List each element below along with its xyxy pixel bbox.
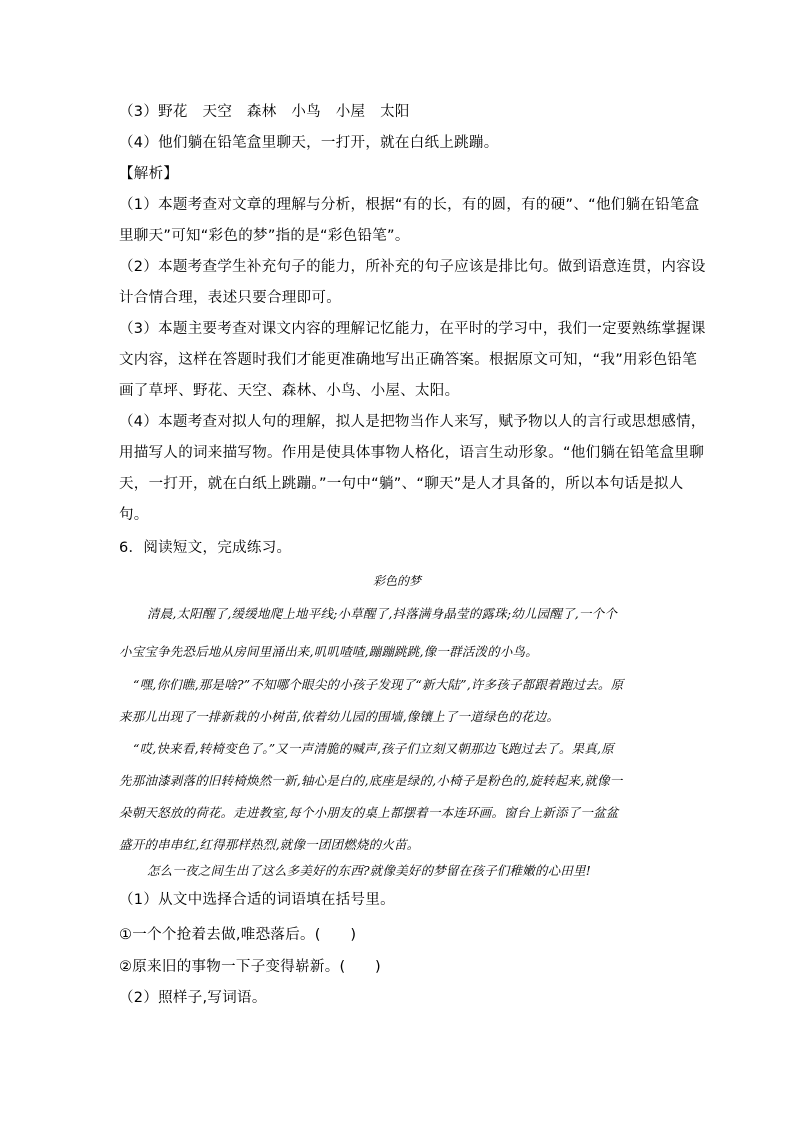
answer-3: （3）野花 天空 森林 小鸟 小屋 太阳 <box>119 104 410 120</box>
analysis-3-line-3: 画了草坪、野花、天空、森林、小鸟、小屋、太阳。 <box>119 383 460 399</box>
analysis-heading: 【解析】 <box>119 166 179 182</box>
answer-4: （4）他们躺在铅笔盒里聊天，一打开，就在白纸上跳蹦。 <box>119 135 499 151</box>
passage-line-6: 先那油漆剥落的旧转椅焕然一新,轴心是白的,底座是绿的,小椅子是粉色的,旋转起来,就像一 <box>119 773 623 788</box>
sub-question-1-item-a: ①一个个抢着去做,唯恐落后。( ) <box>119 927 357 943</box>
analysis-4-line-2: 用描写人的词来描写物。作用是使具体事物人格化，语言生动形象。“他们躺在铅笔盒里聊 <box>119 445 705 461</box>
passage-title: 彩色的梦 <box>372 574 421 588</box>
passage-line-5: “哎,快来看,转椅变色了。”又一声清脆的喊声,孩子们立刻又朝那边飞跑过去了。果真,原 <box>133 741 614 756</box>
passage-line-4: 来那儿出现了一排新栽的小树苗,依着幼儿园的围墙,像镶上了一道绿色的花边。 <box>119 709 560 724</box>
analysis-3-line-1: （3）本题主要考查对课文内容的理解记忆能力，在平时的学习中，我们一定要熟练掌握课 <box>119 321 706 337</box>
sub-question-2: （2）照样子,写词语。 <box>119 990 267 1006</box>
sub-question-1: （1）从文中选择合适的词语填在括号里。 <box>119 892 395 908</box>
passage-line-1: 清晨,太阳醒了,缓缓地爬上地平线;小草醒了,抖落满身晶莹的露珠;幼儿园醒了,一个个 <box>147 606 618 621</box>
passage-line-9: 怎么一夜之间生出了这么多美好的东西?就像美好的梦留在孩子们稚嫩的心田里! <box>147 863 591 878</box>
passage-line-7: 朵朝天怒放的荷花。走进教室,每个小朋友的桌上都摆着一本连环画。窗台上新添了一盆盆 <box>119 805 619 820</box>
sub-question-1-item-b: ②原来旧的事物一下子变得崭新。( ) <box>119 959 382 975</box>
passage-line-8: 盛开的串串红,红得那样热烈,就像一团团燃烧的火苗。 <box>119 837 420 852</box>
analysis-4-line-4: 句。 <box>119 507 149 523</box>
analysis-1-line-1: （1）本题考查对文章的理解与分析，根据“有的长，有的圆，有的硬”、“他们躺在铅笔盒 <box>119 197 700 213</box>
passage-line-2: 小宝宝争先恐后地从房间里涌出来,叽叽喳喳,蹦蹦跳跳,像一群活泼的小鸟。 <box>119 644 538 659</box>
analysis-2-line-1: （2）本题考查学生补充句子的能力，所补充的句子应该是排比句。做到语意连贯，内容设 <box>119 259 706 275</box>
analysis-4-line-1: （4）本题考查对拟人句的理解，拟人是把物当作人来写，赋予物以人的言行或思想感情， <box>119 414 706 430</box>
analysis-2-line-2: 计合情合理，表述只要合理即可。 <box>119 290 341 306</box>
analysis-4-line-3: 天，一打开，就在白纸上跳蹦。”一句中“躺”、“聊天”是人才具备的，所以本句话是拟人 <box>119 476 684 492</box>
analysis-1-line-2: 里聊天”可知“彩色的梦”指的是“彩色铅笔”。 <box>119 228 410 244</box>
question-6-prompt: 6．阅读短文，完成练习。 <box>119 540 292 556</box>
analysis-3-line-2: 文内容，这样在答题时我们才能更准确地写出正确答案。根据原文可知，“我”用彩色铅笔 <box>119 352 698 368</box>
passage-line-3: “嘿,你们瞧,那是啥?”不知哪个眼尖的小孩子发现了“新大陆”,许多孩子都跟着跑过去。原 <box>133 677 624 692</box>
